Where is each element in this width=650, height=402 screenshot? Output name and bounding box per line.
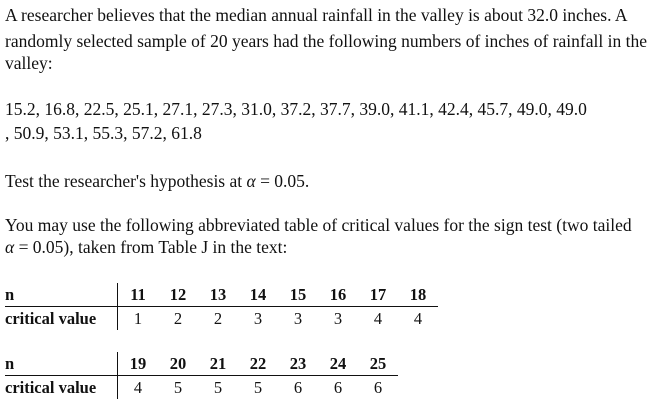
- n-cell: 19: [118, 352, 159, 376]
- n-cell: 14: [238, 283, 278, 307]
- cv-cell: 4: [373, 308, 383, 328]
- cv-cell: 5: [213, 377, 223, 397]
- cv-cell: 6: [373, 377, 383, 397]
- critical-values-table-2: [5, 352, 398, 399]
- n-cell: 15: [278, 283, 318, 307]
- test-instruction: [5, 170, 309, 192]
- cv-cell: 2: [213, 308, 223, 328]
- n-cell: 18: [398, 283, 438, 307]
- n-cell: 20: [158, 352, 198, 376]
- table-row-critical-value: [5, 376, 398, 400]
- cv-cell: 3: [333, 308, 343, 328]
- row-label-critical-value: critical value: [5, 307, 118, 331]
- cv-cell: 6: [333, 377, 343, 397]
- intro-line-1: A researcher believes that the median annual rainfall in the valley is about 32.0 inches. A: [5, 5, 628, 25]
- n-cell: 17: [358, 283, 398, 307]
- table-row-n: [5, 283, 438, 307]
- critical-values-table-1: [5, 283, 438, 330]
- row-label-n: n: [5, 352, 118, 376]
- table-row-critical-value: [5, 307, 438, 331]
- n-cell: 22: [238, 352, 278, 376]
- table-intro-line-1: You may use the following abbreviated table of critical values for the sign test (two tailed: [5, 215, 632, 235]
- n-cell: 23: [278, 352, 318, 376]
- data-values-line-2: , 50.9, 53.1, 55.3, 57.2, 61.8: [5, 123, 202, 143]
- alpha-symbol: α: [246, 171, 256, 191]
- test-prefix: Test the researcher's hypothesis at: [5, 171, 247, 191]
- table-row-n: [5, 352, 398, 376]
- table-intro-suffix: = 0.05), taken from Table J in the text:: [14, 237, 288, 257]
- row-label-critical-value: critical value: [5, 376, 118, 400]
- intro-line-2: randomly selected sample of 20 years had the following numbers of inches of rainfall in the: [5, 31, 647, 51]
- n-cell: 21: [198, 352, 238, 376]
- n-cell: 16: [318, 283, 358, 307]
- cv-cell: 5: [173, 377, 183, 397]
- n-cell: 25: [358, 352, 398, 376]
- n-cell: 24: [318, 352, 358, 376]
- cv-cell: 4: [133, 377, 143, 397]
- cv-cell: 2: [173, 308, 183, 328]
- table-intro-line-2: [5, 236, 287, 258]
- cv-cell: 1: [133, 308, 143, 328]
- row-label-n: n: [5, 283, 118, 307]
- cv-cell: 6: [293, 377, 303, 397]
- n-cell: 13: [198, 283, 238, 307]
- intro-line-3: valley:: [5, 53, 53, 73]
- n-cell: 11: [118, 283, 159, 307]
- test-suffix: = 0.05.: [255, 171, 310, 191]
- cv-cell: 3: [293, 308, 303, 328]
- data-values-line-1: 15.2, 16.8, 22.5, 25.1, 27.1, 27.3, 31.0, 37.2, 37.7, 39.0, 41.1, 42.4, 45.7, 49.0, 49.0: [5, 99, 587, 119]
- cv-cell: 3: [253, 308, 263, 328]
- cv-cell: 5: [253, 377, 263, 397]
- alpha-symbol: α: [5, 237, 15, 257]
- cv-cell: 4: [413, 308, 423, 328]
- n-cell: 12: [158, 283, 198, 307]
